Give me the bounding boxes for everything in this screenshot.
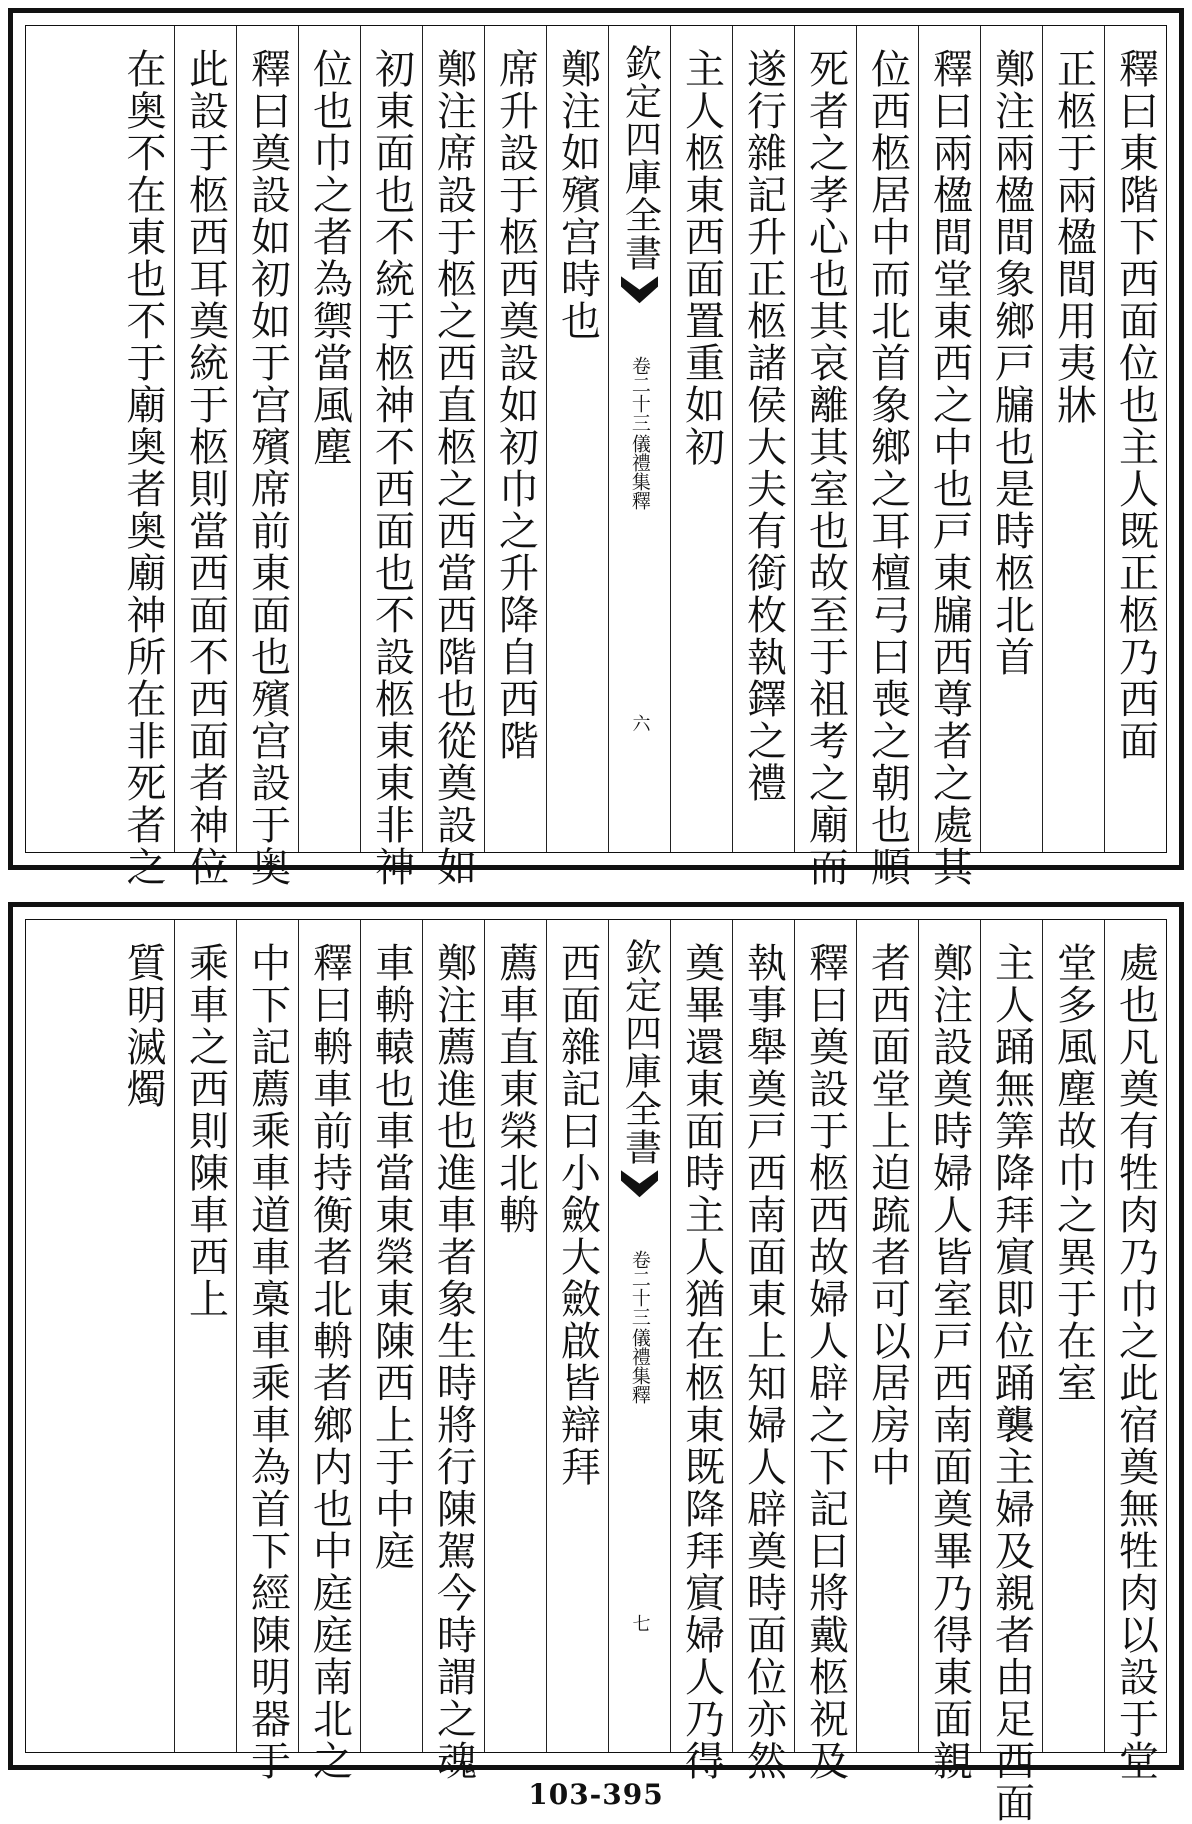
text-column: 乘車之西則陳車西上 bbox=[174, 920, 236, 1752]
text-column: 鄭注設奠時婦人皆室戸西南面奠畢乃得東面親 bbox=[918, 920, 980, 1752]
text-column: 處也凡奠有牲肉乃巾之此宿奠無牲肉以設于堂 bbox=[1104, 920, 1166, 1752]
book-title: 欽定四庫全書 bbox=[618, 938, 662, 1166]
text-column: 在奥不在東也不于廟奥者奥廟神所在非死者之 bbox=[120, 48, 166, 888]
text-column: 正柩于兩楹間用夷牀 bbox=[1042, 26, 1104, 852]
upper-page bbox=[8, 8, 1184, 888]
text-column: 堂多風塵故巾之異于在室 bbox=[1042, 920, 1104, 1752]
text-column: 車輈轅也車當東榮東陳西上于中庭 bbox=[360, 920, 422, 1752]
center-spine bbox=[608, 920, 670, 1752]
text-column: 主人柩東西面置重如初 bbox=[670, 26, 732, 852]
text-column: 質明滅燭 bbox=[120, 942, 166, 1110]
text-column: 釋曰東階下西面位也主人既正柩乃西面 bbox=[1104, 26, 1166, 852]
text-column: 釋曰奠設如初如于宫殯席前東面也殯宫設于奥 bbox=[236, 26, 298, 852]
upper-page-frame bbox=[25, 25, 1167, 888]
upper-columns bbox=[26, 26, 1166, 888]
text-column: 鄭注如殯宫時也 bbox=[546, 26, 608, 852]
text-column: 釋曰輈車前持衡者北輈者鄉内也中庭庭南北之 bbox=[298, 920, 360, 1752]
volume-label: 儀禮集釋 卷二十三 bbox=[628, 356, 651, 510]
text-column: 主人踊無筭降拜賔即位踊襲主婦及親者由足西面 bbox=[980, 920, 1042, 1752]
text-column: 此設于柩西耳奠統于柩則當西面不西面者神位 bbox=[174, 26, 236, 852]
text-column: 釋曰奠設于柩西故婦人辟之下記曰將戴柩祝及 bbox=[794, 920, 856, 1752]
text-column: 初東面也不統于柩神不西面也不設柩東東非神 bbox=[360, 26, 422, 852]
text-column: 者西面堂上迫䟽者可以居房中 bbox=[856, 920, 918, 1752]
text-column: 西面雜記曰小斂大斂啟皆辯拜 bbox=[546, 920, 608, 1752]
text-column: 位也巾之者為禦當風塵 bbox=[298, 26, 360, 852]
text-column: 釋曰兩楹間堂東西之中也戸東牖西尊者之處其 bbox=[918, 26, 980, 852]
text-column: 鄭注薦進也進車者象生時將行陳駕今時謂之魂 bbox=[422, 920, 484, 1752]
text-column: 中下記薦乘車道車槀車乘車為首下經陳明器于 bbox=[236, 920, 298, 1752]
text-column: 位西柩居中而北首象鄉之耳檀弓曰喪之朝也順 bbox=[856, 26, 918, 852]
leaf-number: 七 bbox=[629, 1614, 651, 1632]
text-column: 遂行雜記升正柩諸侯大夫有銜枚執鐸之禮 bbox=[732, 26, 794, 852]
text-column: 薦車直東榮北輈 bbox=[484, 920, 546, 1752]
text-column: 鄭注席設于柩之西直柩之西當西階也從奠設如 bbox=[422, 26, 484, 852]
center-spine bbox=[608, 26, 670, 852]
text-column: 執事舉奠戸西南面東上知婦人辟奠時面位亦然 bbox=[732, 920, 794, 1752]
fish-tail-mark-icon bbox=[621, 276, 659, 310]
book-title: 欽定四庫全書 bbox=[618, 44, 662, 272]
text-column: 死者之孝心也其哀離其室也故至于祖考之廟而 bbox=[794, 26, 856, 852]
text-column: 奠畢還東面時主人猶在柩東既降拜賔婦人乃得 bbox=[670, 920, 732, 1752]
text-column: 席升設于柩西奠設如初巾之升降自西階 bbox=[484, 26, 546, 852]
fish-tail-mark-icon bbox=[621, 1170, 659, 1204]
volume-label: 儀禮集釋 卷二十三 bbox=[628, 1250, 651, 1404]
leaf-number: 六 bbox=[629, 714, 651, 732]
page-number: 103-395 bbox=[528, 1778, 664, 1811]
text-column: 鄭注兩楹間象鄉戸牖也是時柩北首 bbox=[980, 26, 1042, 852]
